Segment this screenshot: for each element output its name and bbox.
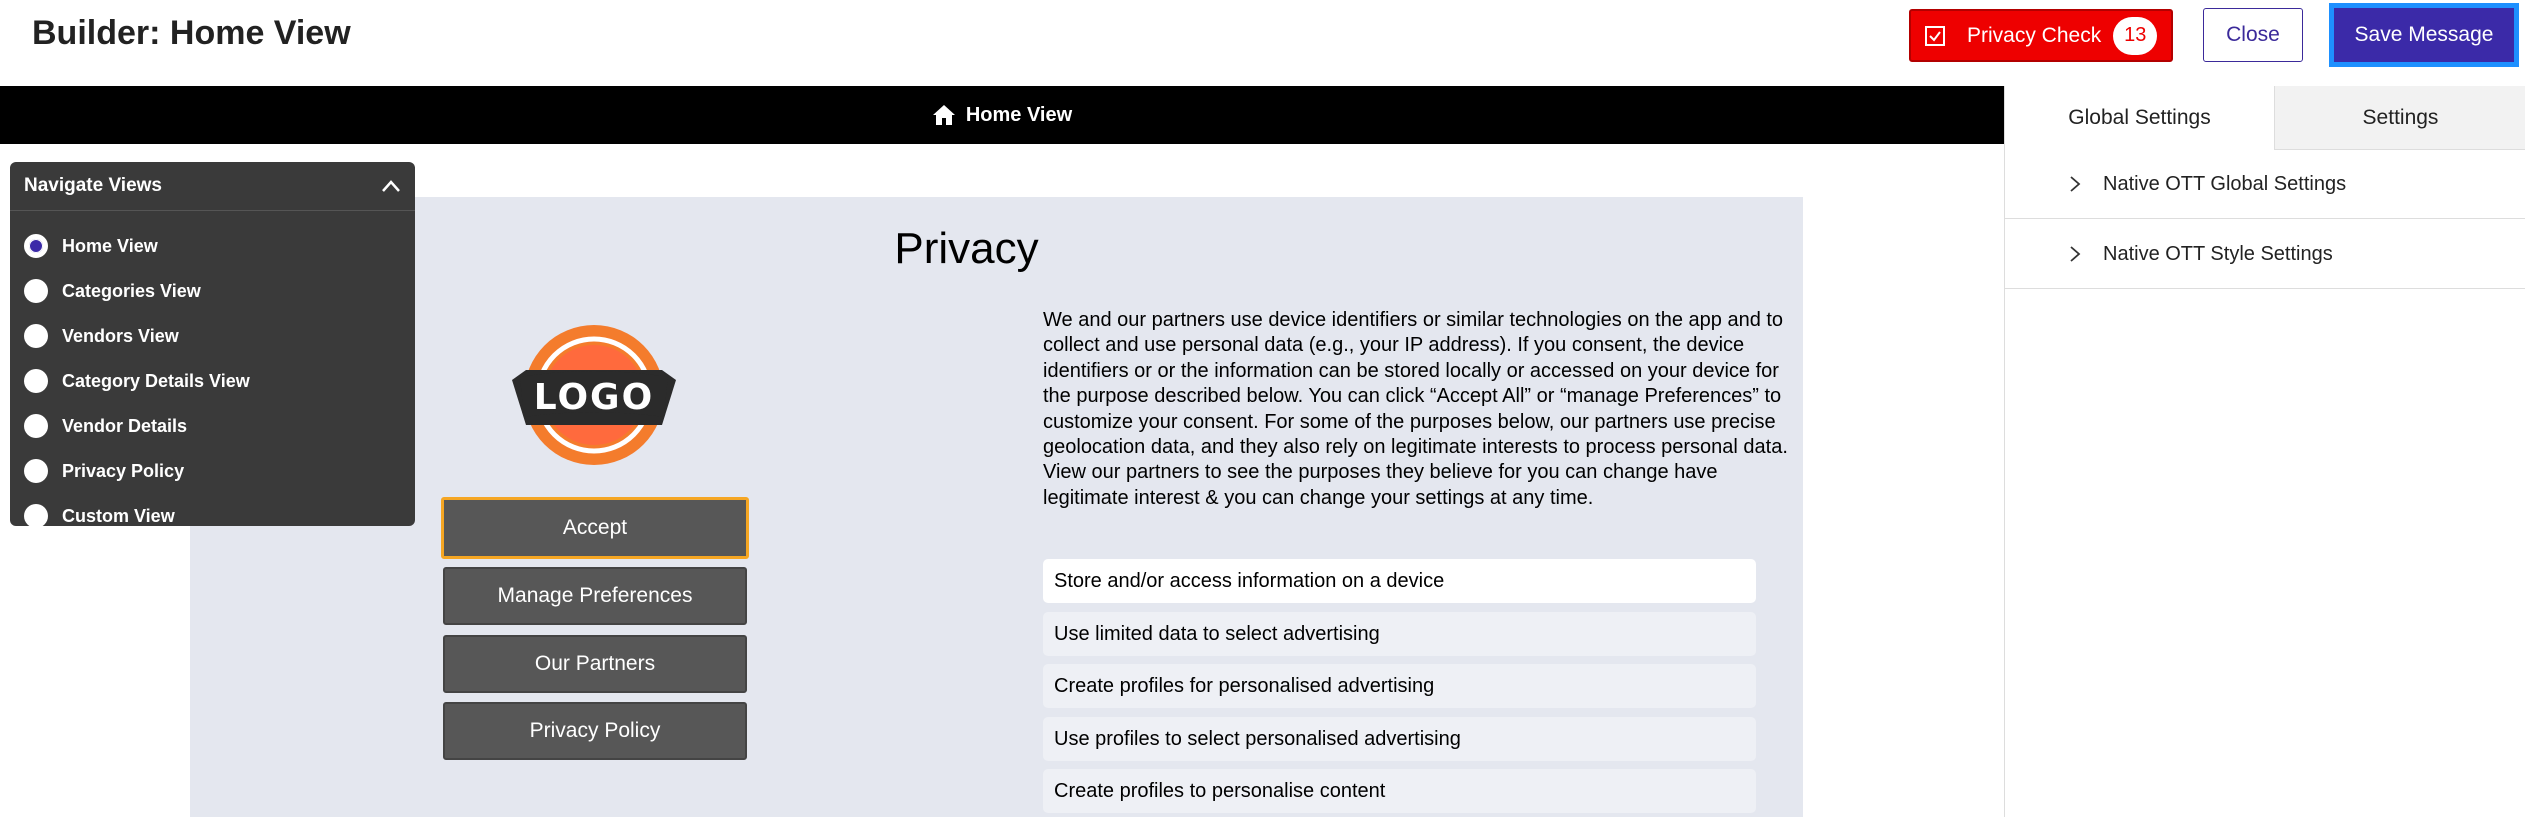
chevron-right-icon bbox=[2069, 175, 2081, 193]
tab-global-settings[interactable]: Global Settings bbox=[2005, 86, 2275, 150]
radio-icon[interactable] bbox=[24, 279, 48, 303]
privacy-check-count-badge: 13 bbox=[2113, 17, 2157, 55]
native-ott-global-settings-row[interactable] bbox=[2005, 150, 2525, 219]
nav-item-privacy-policy[interactable] bbox=[24, 459, 184, 483]
nav-item-label: Category Details View bbox=[62, 370, 250, 391]
chevron-right-icon bbox=[2069, 245, 2081, 263]
navigate-views-title: Navigate Views bbox=[24, 175, 163, 196]
home-icon bbox=[932, 104, 956, 126]
nav-item-custom-view[interactable] bbox=[24, 504, 175, 526]
nav-item-category-details-view[interactable] bbox=[24, 369, 250, 393]
nav-item-label: Privacy Policy bbox=[62, 460, 185, 481]
nav-item-vendors-view[interactable] bbox=[24, 324, 179, 348]
setting-row-label: Native OTT Global Settings bbox=[2103, 172, 2347, 195]
nav-item-home-view[interactable] bbox=[24, 234, 158, 258]
nav-item-label: Categories View bbox=[62, 280, 201, 301]
our-partners-button[interactable]: Our Partners bbox=[443, 635, 747, 693]
settings-panel bbox=[2004, 86, 2525, 817]
nav-item-label: Custom View bbox=[62, 505, 175, 526]
view-title-label: Home View bbox=[965, 103, 1073, 126]
purpose-item[interactable]: Create profiles for personalised advertising bbox=[1043, 664, 1756, 708]
nav-item-label: Vendors View bbox=[62, 325, 179, 346]
view-title-bar bbox=[0, 86, 2004, 144]
privacy-policy-button[interactable]: Privacy Policy bbox=[443, 702, 747, 760]
privacy-check-label: Privacy Check bbox=[1967, 23, 2102, 47]
setting-row-label: Native OTT Style Settings bbox=[2103, 242, 2333, 265]
nav-item-label: Home View bbox=[62, 235, 158, 256]
radio-icon[interactable] bbox=[24, 459, 48, 483]
tab-settings[interactable]: Settings bbox=[2275, 86, 2525, 150]
nav-item-label: Vendor Details bbox=[62, 415, 188, 436]
radio-icon[interactable] bbox=[24, 414, 48, 438]
logo-icon bbox=[512, 325, 676, 473]
chevron-up-icon[interactable] bbox=[381, 179, 401, 193]
accept-button[interactable]: Accept bbox=[441, 497, 749, 559]
radio-icon[interactable] bbox=[24, 324, 48, 348]
purpose-item[interactable]: Create profiles to personalise content bbox=[1043, 769, 1756, 813]
radio-icon[interactable] bbox=[24, 369, 48, 393]
native-ott-style-settings-row[interactable] bbox=[2005, 220, 2525, 289]
radio-icon[interactable] bbox=[24, 504, 48, 526]
message-description: We and our partners use device identifiers or similar technologies on the app and to collect and use personal data (e.g., your IP address). If you consent, the device identifiers or or the information can be stored locally or accessed on your device for the purpose described below. You can click “Accept All” or “manage Preferences” to customize your consent. For some of the purposes below, our partners use precise geolocation data, and they also rely on legitimate interests to process personal data. View our partners to see the purposes they believe for you can change have legitimate interest & you can change your settings at any time. bbox=[1043, 309, 1788, 509]
header bbox=[0, 0, 2525, 86]
purpose-item[interactable]: Store and/or access information on a device bbox=[1043, 559, 1756, 603]
radio-selected-icon[interactable] bbox=[24, 234, 48, 258]
purpose-item[interactable]: Use profiles to select personalised advertising bbox=[1043, 717, 1756, 761]
message-preview-canvas bbox=[190, 197, 1803, 817]
manage-preferences-button[interactable]: Manage Preferences bbox=[443, 567, 747, 625]
page-title: Builder: Home View bbox=[32, 14, 351, 52]
close-button[interactable]: Close bbox=[2203, 8, 2303, 62]
navigate-views-header[interactable] bbox=[10, 162, 415, 211]
message-heading: Privacy bbox=[894, 224, 1039, 273]
purpose-item[interactable]: Use limited data to select advertising bbox=[1043, 612, 1756, 656]
privacy-check-button[interactable] bbox=[1909, 9, 2173, 62]
logo-text: LOGO bbox=[533, 377, 655, 418]
navigate-views-panel bbox=[10, 162, 415, 526]
save-message-button[interactable]: Save Message bbox=[2329, 3, 2519, 67]
checkbox-icon bbox=[1925, 26, 1945, 46]
nav-item-vendor-details[interactable] bbox=[24, 414, 187, 438]
nav-item-categories-view[interactable] bbox=[24, 279, 201, 303]
